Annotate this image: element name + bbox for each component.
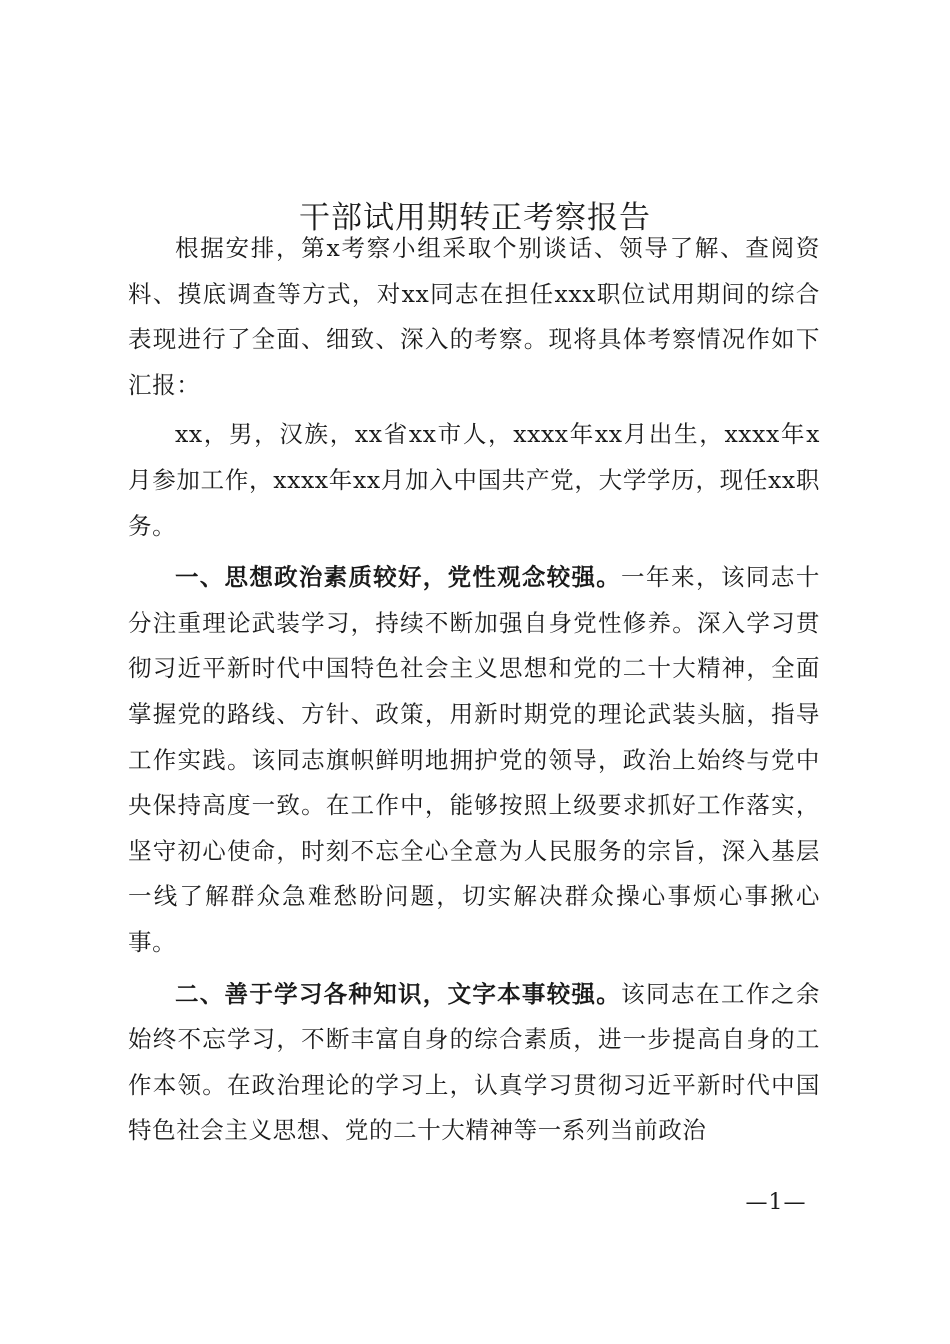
document-body [128, 226, 820, 1154]
paragraph-profile [128, 412, 820, 549]
section-2-heading: 二、善于学习各种知识，文字本事较强。 [175, 979, 622, 1008]
paragraph-profile-text: xx，男，汉族，xx省xx市人，xxxx年xx月出生，xxxx年x月参加工作，xxxx年xx月加入中国共产党，大学学历，现任xx职务。 [128, 420, 820, 540]
paragraph-section-2 [128, 972, 820, 1154]
section-1-text: 一年来，该同志十分注重理论武装学习，持续不断加强自身党性修养。深入学习贯彻习近平新时代中国特色社会主义思想和党的二十大精神，全面掌握党的路线、方针、政策，用新时期党的理论武装头脑，指导工作实践。该同志旗帜鲜明地拥护党的领导，政治上始终与党中央保持高度一致。在工作中，能够按照上级要求抓好工作落实，坚守初心使命，时刻不忘全心全意为人民服务的宗旨，深入基层一线了解群众急难愁盼问题，切实解决群众操心事烦心事揪心事。 [128, 563, 820, 956]
paragraph-section-1 [128, 555, 820, 965]
page-number: —1— [745, 1190, 807, 1215]
section-2-text: 该同志在工作之余始终不忘学习，不断丰富自身的综合素质，进一步提高自身的工作本领。在政治理论的学习上，认真学习贯彻习近平新时代中国特色社会主义思想、党的二十大精神等一系列当前政治 [128, 979, 820, 1145]
document-title: 干部试用期转正考察报告 [299, 199, 651, 236]
paragraph-intro-text: 根据安排，第x考察小组采取个别谈话、领导了解、查阅资料、摸底调查等方式，对xx同志在担任xxx职位试用期间的综合表现进行了全面、细致、深入的考察。现将具体考察情况作如下汇报： [128, 234, 820, 399]
paragraph-intro [128, 226, 820, 408]
section-1-heading: 一、思想政治素质较好，党性观念较强。 [175, 563, 622, 592]
